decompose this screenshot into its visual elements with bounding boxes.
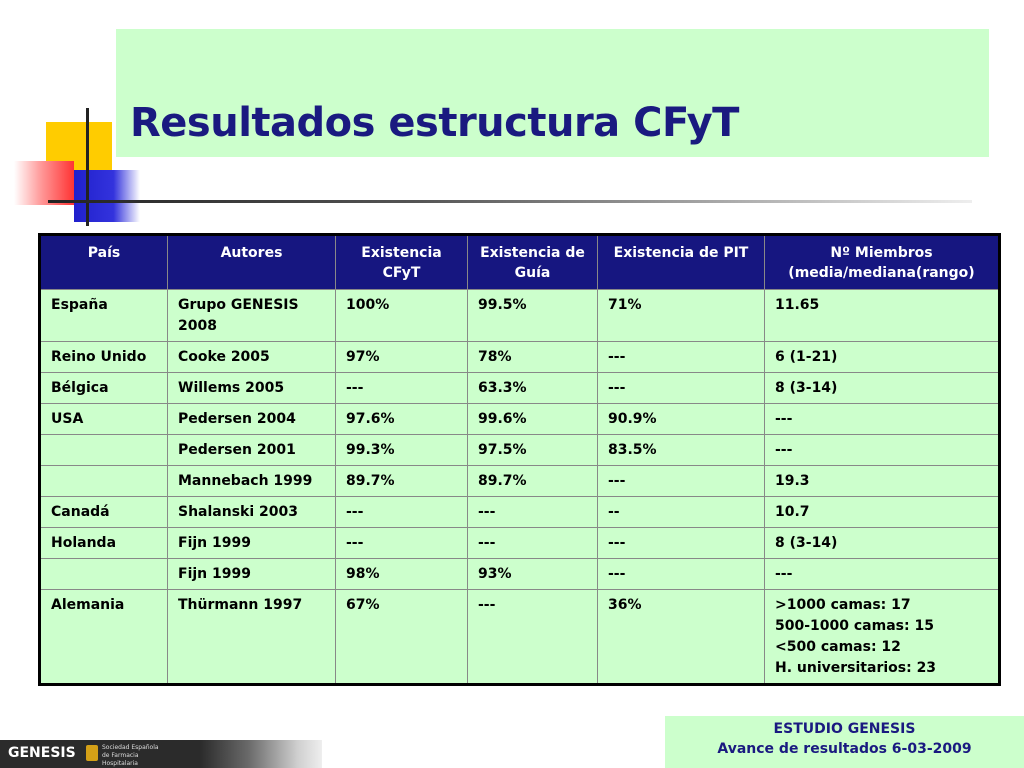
cell-pais <box>40 559 168 590</box>
cell-existencia-guia: 99.6% <box>468 404 598 435</box>
header-miembros: Nº Miembros (media/mediana(rango) <box>765 235 1000 290</box>
cell-existencia-cfyt: 89.7% <box>336 466 468 497</box>
table-row <box>40 342 1000 373</box>
table-row <box>40 373 1000 404</box>
cell-existencia-guia: 89.7% <box>468 466 598 497</box>
genesis-logo: GENESIS <box>8 745 76 761</box>
cell-existencia-guia: 99.5% <box>468 290 598 342</box>
cell-pais: USA <box>40 404 168 435</box>
cell-pais: Alemania <box>40 590 168 685</box>
header-existencia-guia: Existencia de Guía <box>468 235 598 290</box>
cell-miembros: 10.7 <box>765 497 1000 528</box>
cell-pais <box>40 435 168 466</box>
decor-vertical-line <box>86 108 89 226</box>
cell-miembros: 8 (3-14) <box>765 373 1000 404</box>
table-row <box>40 404 1000 435</box>
table-row <box>40 528 1000 559</box>
cell-existencia-pit: --- <box>598 342 765 373</box>
cell-existencia-pit: -- <box>598 497 765 528</box>
cell-existencia-cfyt: 97.6% <box>336 404 468 435</box>
cell-existencia-cfyt: 100% <box>336 290 468 342</box>
cell-existencia-pit: 71% <box>598 290 765 342</box>
cell-existencia-cfyt: --- <box>336 497 468 528</box>
decor-red-square <box>14 161 74 205</box>
sefh-logo-text: Sociedad Española de Farmacia Hospitalaria <box>102 744 159 767</box>
cell-existencia-cfyt: 99.3% <box>336 435 468 466</box>
table-row <box>40 559 1000 590</box>
header-existencia-cfyt: Existencia CFyT <box>336 235 468 290</box>
footer-photo <box>200 740 322 768</box>
cell-miembros: --- <box>765 559 1000 590</box>
decor-blue-square <box>74 170 140 222</box>
cell-existencia-pit: --- <box>598 373 765 404</box>
cell-existencia-pit: 83.5% <box>598 435 765 466</box>
cell-existencia-pit: --- <box>598 559 765 590</box>
cell-autores: Fijn 1999 <box>168 559 336 590</box>
cell-autores: Pedersen 2001 <box>168 435 336 466</box>
sefh-emblem-icon <box>86 745 98 761</box>
cell-miembros: 11.65 <box>765 290 1000 342</box>
cell-pais: Canadá <box>40 497 168 528</box>
cell-existencia-cfyt: 97% <box>336 342 468 373</box>
study-date: Avance de resultados 6-03-2009 <box>717 741 972 757</box>
cell-existencia-pit: --- <box>598 528 765 559</box>
cell-pais: Reino Unido <box>40 342 168 373</box>
cell-pais <box>40 466 168 497</box>
cell-miembros: >1000 camas: 17 500-1000 camas: 15 <500 camas: 12 H. universitarios: 23 <box>765 590 1000 685</box>
cell-miembros: 8 (3-14) <box>765 528 1000 559</box>
study-footer <box>665 716 1024 768</box>
cell-pais: España <box>40 290 168 342</box>
cell-existencia-pit: 36% <box>598 590 765 685</box>
table-row <box>40 435 1000 466</box>
cell-existencia-pit: --- <box>598 466 765 497</box>
table-header-row <box>40 235 1000 290</box>
header-pais: País <box>40 235 168 290</box>
cell-existencia-cfyt: --- <box>336 373 468 404</box>
cell-pais: Holanda <box>40 528 168 559</box>
cell-autores: Thürmann 1997 <box>168 590 336 685</box>
cell-autores: Mannebach 1999 <box>168 466 336 497</box>
table-row <box>40 466 1000 497</box>
table-row <box>40 290 1000 342</box>
cell-autores: Cooke 2005 <box>168 342 336 373</box>
cell-autores: Fijn 1999 <box>168 528 336 559</box>
cell-existencia-cfyt: 67% <box>336 590 468 685</box>
cell-autores: Pedersen 2004 <box>168 404 336 435</box>
cell-existencia-guia: 93% <box>468 559 598 590</box>
cell-autores: Shalanski 2003 <box>168 497 336 528</box>
cell-existencia-guia: --- <box>468 497 598 528</box>
cell-existencia-guia: 78% <box>468 342 598 373</box>
slide-title: Resultados estructura CFyT <box>130 100 739 146</box>
study-name: ESTUDIO GENESIS <box>773 721 916 737</box>
results-table <box>38 233 1001 686</box>
cell-existencia-pit: 90.9% <box>598 404 765 435</box>
header-existencia-pit: Existencia de PIT <box>598 235 765 290</box>
cell-autores: Willems 2005 <box>168 373 336 404</box>
cell-miembros: --- <box>765 435 1000 466</box>
cell-existencia-guia: 97.5% <box>468 435 598 466</box>
cell-miembros: --- <box>765 404 1000 435</box>
cell-existencia-guia: --- <box>468 590 598 685</box>
cell-existencia-cfyt: 98% <box>336 559 468 590</box>
table-row <box>40 497 1000 528</box>
header-autores: Autores <box>168 235 336 290</box>
cell-autores: Grupo GENESIS 2008 <box>168 290 336 342</box>
cell-miembros: 6 (1-21) <box>765 342 1000 373</box>
cell-pais: Bélgica <box>40 373 168 404</box>
table-row <box>40 590 1000 685</box>
decor-horizontal-line <box>48 200 972 203</box>
cell-miembros: 19.3 <box>765 466 1000 497</box>
cell-existencia-cfyt: --- <box>336 528 468 559</box>
cell-existencia-guia: --- <box>468 528 598 559</box>
cell-existencia-guia: 63.3% <box>468 373 598 404</box>
